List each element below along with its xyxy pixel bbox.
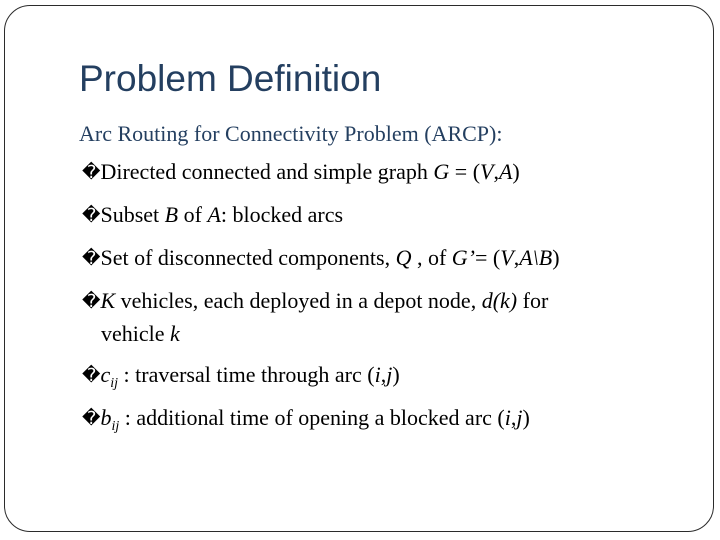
math-G-prime: G’ (451, 245, 476, 270)
bullet-continuation (82, 318, 548, 349)
math-A: A (498, 159, 513, 184)
bullet-text: vehicles, each deployed in a depot node, (115, 288, 482, 313)
bullet-text: Set of disconnected components, (100, 245, 396, 270)
bullet-marker-icon: � (82, 162, 101, 183)
math-comma: , (493, 159, 499, 184)
math-j: j (516, 405, 523, 430)
bullet-marker-icon: � (82, 248, 101, 269)
bullet-marker-icon: � (82, 291, 101, 312)
bullet-text: : additional time of opening a blocked arc ( (119, 405, 505, 430)
bullet-text: of (178, 202, 208, 227)
math-b: b (100, 405, 112, 430)
math-close: ) (522, 405, 530, 430)
math-Q: Q (395, 245, 412, 270)
math-A: A (519, 245, 533, 270)
math-close: ) (552, 245, 560, 270)
bullet-marker-icon: � (82, 408, 101, 429)
math-subscript-ij: ij (110, 376, 119, 391)
math-i: i (504, 405, 511, 430)
math-i: i (374, 362, 381, 387)
bullet-marker-icon: � (82, 365, 101, 386)
math-c: c (100, 362, 111, 387)
math-comma: , (510, 405, 517, 430)
math-k: k (170, 321, 180, 346)
math-V: V (500, 245, 514, 270)
bullet-opening (82, 402, 530, 437)
bullet-text: Directed connected and simple graph (100, 159, 434, 184)
math-eq: = ( (449, 159, 481, 184)
bullet-text: Subset (100, 202, 165, 227)
math-V: V (480, 159, 494, 184)
bullet-components (82, 242, 560, 275)
bullet-text: vehicle (101, 321, 171, 346)
bullet-marker-icon: � (82, 205, 101, 226)
bullet-text: for (517, 288, 549, 313)
math-setminus: \ (532, 245, 539, 270)
bullet-graph (82, 156, 520, 189)
bullet-subset (82, 199, 343, 232)
math-close: ) (512, 159, 520, 184)
bullet-vehicles (82, 285, 548, 349)
math-close: ) (392, 362, 400, 387)
math-comma: , (513, 245, 520, 270)
bullet-traversal (82, 359, 400, 394)
math-subscript-ij: ij (111, 419, 120, 434)
math-K: K (100, 288, 116, 313)
math-B: B (538, 245, 553, 270)
math-G: G (433, 159, 450, 184)
math-j: j (386, 362, 393, 387)
slide-title: Problem Definition (79, 58, 382, 99)
bullet-text: : traversal time through arc ( (118, 362, 375, 387)
math-B: B (164, 202, 179, 227)
math-eq: = ( (475, 245, 501, 270)
bullet-text: , of (411, 245, 452, 270)
math-dk: d(k) (481, 288, 518, 313)
bullet-text: : blocked arcs (220, 202, 344, 227)
math-A: A (207, 202, 221, 227)
math-comma: , (380, 362, 387, 387)
slide-subtitle: Arc Routing for Connectivity Problem (ARCP): (79, 121, 503, 146)
